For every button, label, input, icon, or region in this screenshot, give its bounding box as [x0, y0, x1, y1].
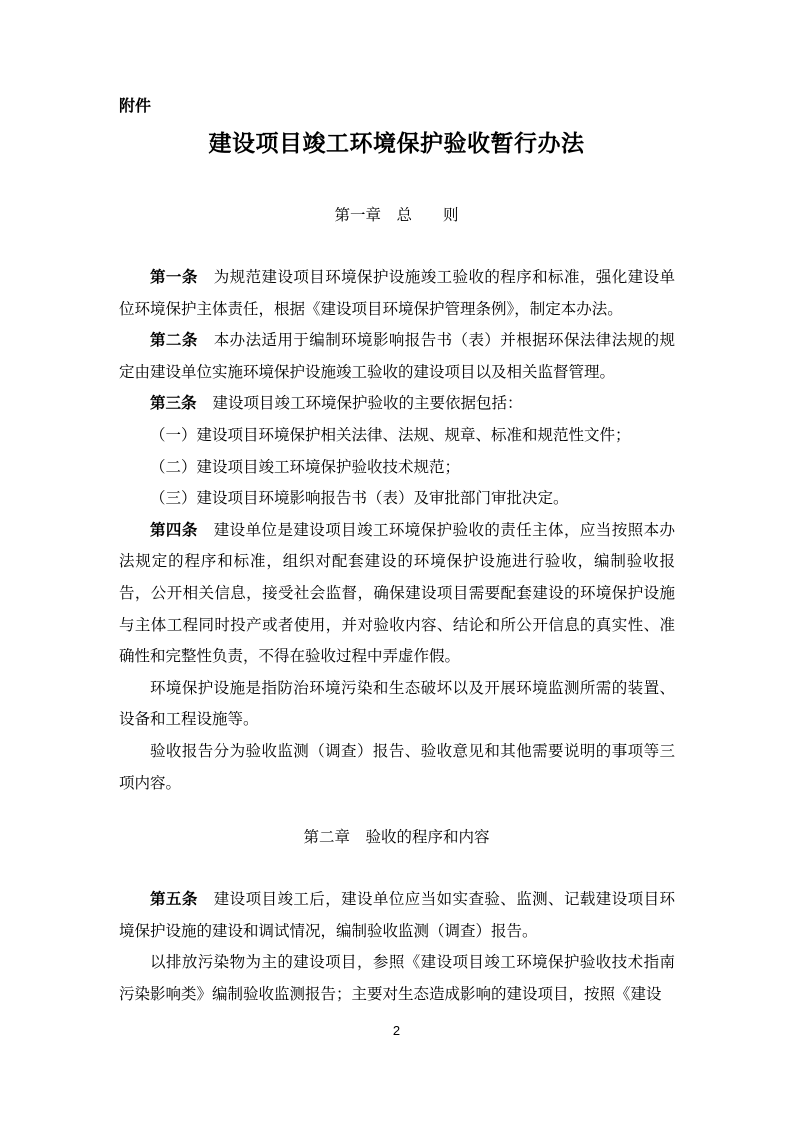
article-2-text: 本办法适用于编制环境影响报告书（表）并根据环保法律法规的规定由建设单位实施环境保护设施竣工验收的建设项目以及相关监督管理。 — [119, 331, 675, 381]
paragraph-pollutant: 以排放污染物为主的建设项目，参照《建设项目竣工环境保护验收技术指南污染影响类》编制验收监测报告；主要对生态造成影响的建设项目，按照《建设 — [119, 953, 675, 1003]
article-5-text: 建设项目竣工后，建设单位应当如实查验、监测、记载建设项目环境保护设施的建设和调试情况，编制验收监测（调查）报告。 — [119, 890, 675, 940]
article-5-label: 第五条 — [150, 890, 198, 908]
article-4-label: 第四条 — [150, 520, 198, 539]
article-3-label: 第三条 — [150, 394, 197, 413]
article-3-item-2: （二）建设项目竣工环境保护验收技术规范； — [150, 457, 461, 476]
article-2 — [119, 325, 675, 388]
chapter-2-body — [119, 884, 675, 1010]
document-title: 建设项目竣工环境保护验收暂行办法 — [208, 131, 585, 157]
paragraph-facilities: 环境保护设施是指防治环境污染和生态破坏以及开展环境监测所需的装置、设备和工程设施等。 — [119, 678, 675, 729]
article-2-label: 第二条 — [150, 331, 198, 350]
article-3-text: 建设项目竣工环境保护验收的主要依据包括： — [212, 394, 523, 413]
article-1 — [119, 262, 675, 325]
page-number: 2 — [392, 1023, 401, 1038]
article-3-item-3: （三）建设项目环境影响报告书（表）及审批部门审批决定。 — [150, 489, 569, 508]
chapter-1-body — [119, 262, 675, 799]
article-5 — [119, 884, 675, 947]
article-3-item-1: （一）建设项目环境保护相关法律、法规、规章、标准和规范性文件； — [150, 425, 631, 444]
article-3 — [119, 388, 675, 420]
article-1-text: 为规范建设项目环境保护设施竣工验收的程序和标准，强化建设单位环境保护主体责任，根据《建设项目环境保护管理条例》，制定本办法。 — [119, 268, 675, 318]
attachment-label: 附件 — [119, 96, 152, 115]
paragraph-report: 验收报告分为验收监测（调查）报告、验收意见和其他需要说明的事项等三项内容。 — [119, 741, 675, 792]
article-1-label: 第一条 — [150, 268, 198, 286]
article-4 — [119, 515, 675, 673]
chapter-2-heading: 第二章 验收的程序和内容 — [303, 828, 490, 846]
chapter-1-heading: 第一章 总 则 — [334, 206, 459, 224]
article-4-text: 建设单位是建设项目竣工环境保护验收的责任主体，应当按照本办法规定的程序和标准，组织对配套建设的环境保护设施进行验收，编制验收报告，公开相关信息，接受社会监督，确保建设项目需要配套建设的环境保护设施与主体工程同时投产或者使用，并对验收内容、结论和所公开信息的真实性、准确性和完整性负责，不得在验收过程中弄虚作假。 — [119, 520, 675, 666]
